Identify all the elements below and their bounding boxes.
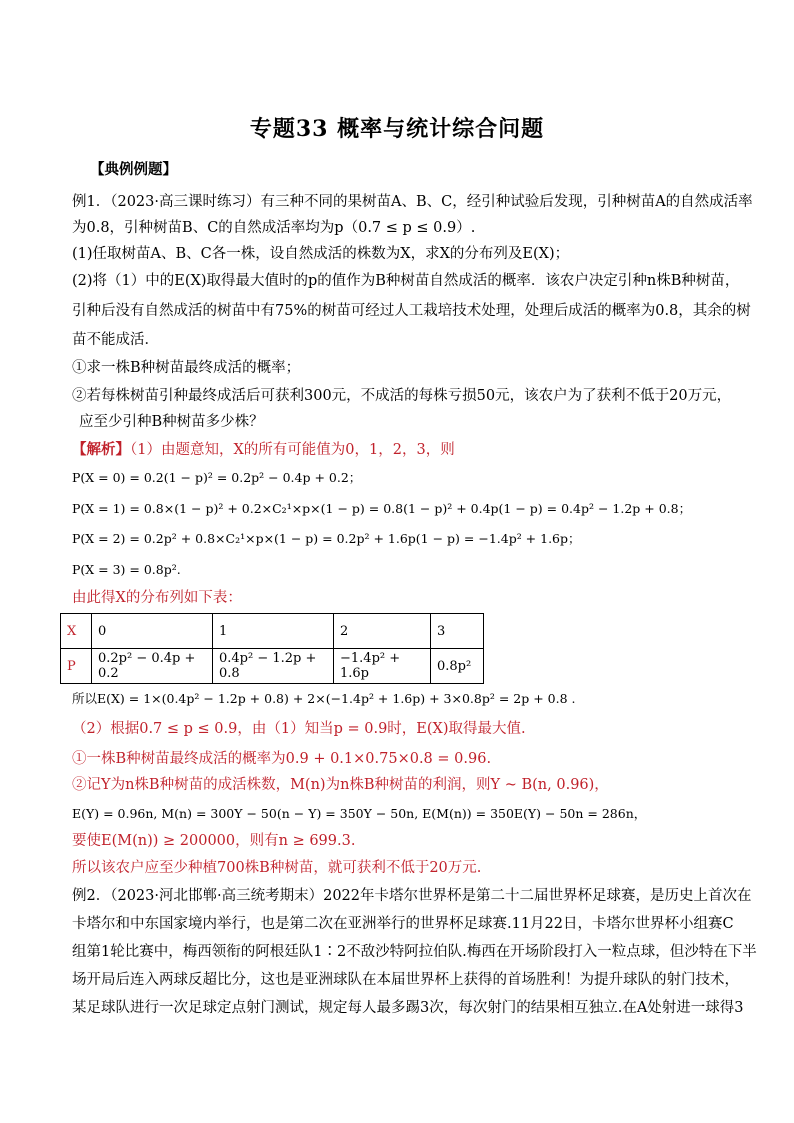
solution-intro-line: [72, 440, 734, 460]
prob-x3: P(X = 3) = 0.8p².: [72, 562, 181, 577]
solution-tag: 【解析】: [72, 441, 130, 458]
table-cell: −1.4p² + 1.6p: [334, 649, 431, 684]
example2-line-3: 组第1轮比赛中，梅西领衔的阿根廷队1∶2不敌沙特阿拉伯队.梅西在开场阶段打入一粒点球，但沙特在下半: [72, 944, 757, 960]
table-intro: 由此得X的分布列如下表：: [72, 590, 242, 606]
solution-conclusion: 所以该农户应至少种植700株B种树苗，就可获利不低于20万元.: [72, 860, 482, 876]
example1-line-4: (2)将（1）中的E(X)取得最大值时的p的值作为B种树苗自然成活的概率．该农户决定引种n株B种树苗，: [72, 273, 740, 289]
table-row: [61, 649, 484, 684]
table-cell: 0.4p² − 1.2p + 0.8: [213, 649, 334, 684]
page-title: 专题33 概率与统计综合问题: [249, 116, 545, 142]
example1-line-9: 应至少引种B种树苗多少株？: [79, 414, 264, 430]
solution-part2-sub4: 要使E(M(n)) ≥ 200000，则有n ≥ 699.3.: [72, 833, 356, 849]
example1-line-3: (1)任取树苗A、B、C各一株，设自然成活的株数为X，求X的分布列及E(X)；: [72, 246, 570, 262]
table-cell: 2: [334, 614, 431, 649]
table-cell: 1: [213, 614, 334, 649]
table-cell: 3: [431, 614, 484, 649]
solution-part2-sub1: ①一株B种树苗最终成活的概率为0.9 + 0.1×0.75×0.8 = 0.96.: [72, 751, 492, 767]
example2-line-4: 场开局后连入两球反超比分，这也是亚洲球队在本届世界杯上获得的首场胜利！为提升球队的射门技术，: [72, 972, 739, 988]
example1-line-8: ②若每株树苗引种最终成活后可获利300元，不成活的每株亏损50元，该农户为了获利不低于20万元，: [72, 388, 732, 404]
table-cell: 0.8p²: [431, 649, 484, 684]
example1-line-2: 为0.8，引种树苗B、C的自然成活率均为p（0.7 ≤ p ≤ 0.9）.: [72, 220, 476, 236]
example1-line-1: 例1．（2023·高三课时练习）有三种不同的果树苗A、B、C，经引种试验后发现，引种树苗A的自然成活率: [72, 194, 753, 210]
example2-line-5: 某足球队进行一次足球定点射门测试，规定每人最多踢3次，每次射门的结果相互独立.在A处射进一球得3: [72, 1000, 744, 1016]
distribution-table: [60, 613, 484, 684]
example2-line-1: 例2．（2023·河北邯郸·高三统考期末）2022年卡塔尔世界杯是第二十二届世界杯足球赛，是历史上首次在: [72, 888, 752, 904]
solution-part2-line: （2）根据0.7 ≤ p ≤ 0.9，由（1）知当p = 0.9时，E(X)取得最大值.: [72, 721, 526, 737]
example1-line-6: 苗不能成活．: [72, 332, 159, 348]
solution-part2-sub2: ②记Y为n株B种树苗的成活株数，M(n)为n株B种树苗的利润，则Y ~ B(n, 0.96)，: [72, 777, 609, 793]
table-cell: 0: [92, 614, 213, 649]
table-cell: P: [61, 649, 92, 684]
solution-part2-sub3: E(Y) = 0.96n, M(n) = 300Y − 50(n − Y) = 350Y − 50n, E(M(n)) = 350E(Y) − 50n = 286n，: [72, 806, 647, 821]
expectation-line: 所以E(X) = 1×(0.4p² − 1.2p + 0.8) + 2×(−1.4p² + 1.6p) + 3×0.8p² = 2p + 0.8 .: [72, 691, 576, 706]
prob-x1: P(X = 1) = 0.8×(1 − p)² + 0.2×C₂¹×p×(1 − p) = 0.8(1 − p)² + 0.4p(1 − p) = 0.4p² − 1.2p + 0.8；: [72, 501, 692, 516]
example1-line-7: ①求一株B种树苗最终成活的概率；: [72, 360, 301, 376]
table-cell: X: [61, 614, 92, 649]
prob-x2: P(X = 2) = 0.2p² + 0.8×C₂¹×p×(1 − p) = 0.2p² + 1.6p(1 − p) = −1.4p² + 1.6p；: [72, 531, 581, 546]
table-row: [61, 614, 484, 649]
example2-line-2: 卡塔尔和中东国家境内举行，也是第二次在亚洲举行的世界杯足球赛.11月22日，卡塔尔世界杯小组赛C: [72, 916, 734, 932]
solution-intro: （1）由题意知，X的所有可能值为0，1，2，3，则: [130, 442, 455, 458]
section-heading: 【典例例题】: [90, 161, 177, 178]
table-cell: 0.2p² − 0.4p + 0.2: [92, 649, 213, 684]
example1-line-5: 引种后没有自然成活的树苗中有75%的树苗可经过人工栽培技术处理，处理后成活的概率为0.8，其余的树: [72, 303, 751, 319]
prob-x0: P(X = 0) = 0.2(1 − p)² = 0.2p² − 0.4p + 0.2；: [72, 470, 362, 485]
